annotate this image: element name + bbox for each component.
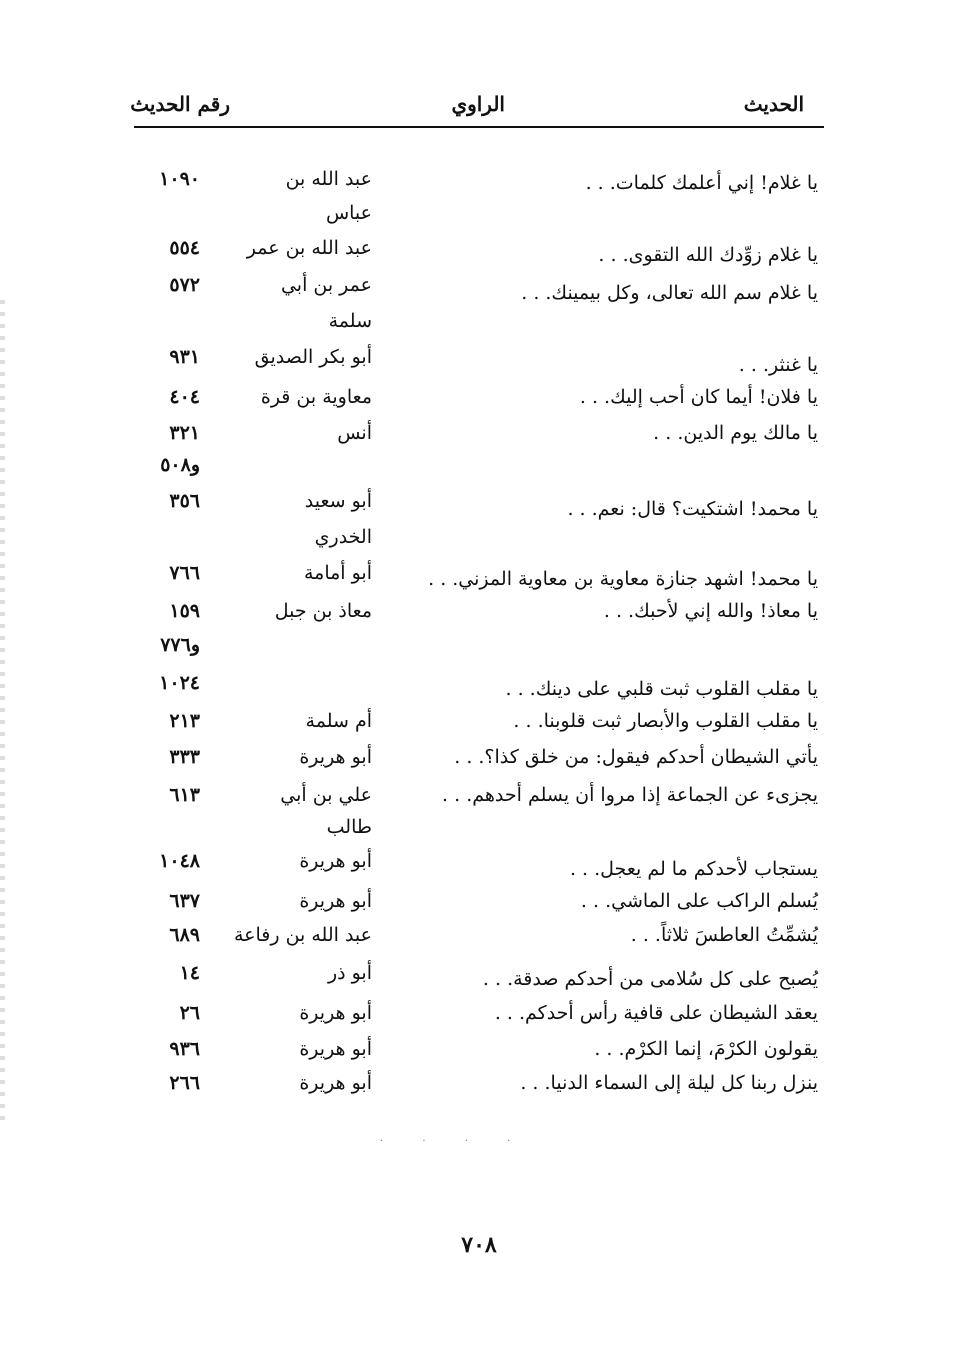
header-hadith: الحديث [743,92,804,116]
hadith-text: ينزل ربنا كل ليلة إلى السماء الدنيا. . . [520,1072,818,1094]
hadith-number: و٥٠٨ [160,454,200,476]
table-row [0,382,958,412]
hadith-number: ١٥٩ [169,600,200,622]
table-row [0,812,958,842]
hadith-number: ٥٥٤ [169,237,200,259]
hadith-text: يستجاب لأحدكم ما لم يعجل. . . [569,858,818,880]
hadith-text: يعقد الشيطان على قافية رأس أحدكم. . . [494,1002,818,1024]
header-number: رقم الحديث [130,92,230,116]
hadith-number: ٥٧٢ [169,274,200,296]
table-row [0,306,958,336]
hadith-number: ١٠٤٨ [159,850,200,872]
hadith-text: يُسلم الراكب على الماشي. . . [580,890,818,912]
narrator: أبو هريرة [299,1038,372,1060]
narrator: طالب [326,816,372,838]
page-number: ٧٠٨ [461,1232,497,1258]
hadith-text: يا غلام زوِّدك الله التقوى. . . [598,244,818,266]
hadith-text: يا غلام! إني أعلمك كلمات. . . [585,172,818,194]
hadith-number: ١٠٩٠ [159,168,200,190]
narrator: أبو هريرة [299,850,372,872]
table-row [0,706,958,736]
hadith-text: يُشمِّتُ العاطسَ ثلاثاً. . . [630,924,818,946]
table-row [0,964,958,994]
hadith-text: يُصبح على كل سُلامى من أحدكم صدقة. . . [482,968,818,990]
hadith-text: يا مقلب القلوب والأبصار ثبت قلوبنا. . . [513,710,818,732]
hadith-number: ٧٦٦ [169,562,200,584]
hadith-text: يا مقلب القلوب ثبت قلبي على دينك. . . [505,678,818,700]
table-row [0,522,958,552]
narrator: أم سلمة [305,710,372,732]
table-row [0,198,958,228]
table-row [0,240,958,270]
table-row [0,418,958,448]
narrator: أبو هريرة [299,746,372,768]
scan-specks: · · · · [380,1136,529,1147]
hadith-text: يأتي الشيطان أحدكم فيقول: من خلق كذا؟. . . [454,746,818,768]
narrator: عمر بن أبي [280,274,372,296]
table-row [0,780,958,810]
table-header [130,88,824,128]
hadith-number: ١٤ [179,962,200,984]
hadith-number: ٦٨٩ [169,924,200,946]
hadith-text: يا محمد! اشتكيت؟ قال: نعم. . . [567,498,818,520]
hadith-number: ٢٦ [179,1002,200,1024]
narrator: أنس [337,422,372,444]
hadith-text: يا غنثر. . . [738,354,818,376]
hadith-text: يقولون الكرْمَ، إنما الكرْم. . . [594,1038,818,1060]
hadith-text: يا فلان! أيما كان أحب إليك. . . [579,386,818,408]
table-row [0,450,958,480]
table-row [0,278,958,308]
table-row [0,630,958,660]
hadith-text: يا معاذ! والله إني لأحبك. . . [603,600,818,622]
table-row [0,596,958,626]
header-narrator: الراوي [451,92,505,116]
hadith-number: ٢١٣ [169,710,200,732]
hadith-text: يجزىء عن الجماعة إذا مروا أن يسلم أحدهم. . . [442,784,818,806]
narrator: أبو سعيد [304,490,372,512]
hadith-number: ٣٢١ [169,422,200,444]
table-row [0,494,958,524]
narrator: سلمة [328,310,372,332]
narrator: أبو هريرة [299,1002,372,1024]
narrator: أبو بكر الصديق [254,346,372,368]
hadith-number: ٩٣١ [169,346,200,368]
hadith-number: ٣٥٦ [169,490,200,512]
table-row [0,886,958,916]
narrator: معاذ بن جبل [274,600,372,622]
hadith-text: يا محمد! اشهد جنازة معاوية بن معاوية المزني. . . [428,568,818,590]
narrator: علي بن أبي [280,784,372,806]
table-row [0,168,958,198]
narrator: عبد الله بن عمر [246,237,372,259]
hadith-text: يا مالك يوم الدين. . . [653,422,818,444]
table-row [0,920,958,950]
table-row [0,674,958,704]
table-row [0,1034,958,1064]
hadith-text: يا غلام سم الله تعالى، وكل بيمينك. . . [521,282,818,304]
hadith-number: ٦١٣ [169,784,200,806]
narrator: أبو أمامة [303,562,372,584]
table-row [0,1068,958,1098]
hadith-number: ٦٣٧ [169,890,200,912]
narrator: عبد الله بن [285,168,372,190]
hadith-number: ١٠٢٤ [159,672,200,694]
table-row [0,854,958,884]
table-row [0,742,958,772]
narrator: معاوية بن قرة [260,386,372,408]
hadith-number: ٩٣٦ [169,1038,200,1060]
hadith-number: ٢٦٦ [169,1072,200,1094]
narrator: عبد الله بن رفاعة [233,924,372,946]
narrator: أبو ذر [327,962,372,984]
table-row [0,998,958,1028]
hadith-number: ٤٠٤ [169,386,200,408]
narrator: عباس [325,202,372,224]
table-row [0,350,958,380]
narrator: الخدري [314,526,372,548]
narrator: أبو هريرة [299,890,372,912]
hadith-number: ٣٣٣ [169,746,200,768]
narrator: أبو هريرة [299,1072,372,1094]
table-row [0,564,958,594]
hadith-number: و٧٧٦ [160,634,200,656]
